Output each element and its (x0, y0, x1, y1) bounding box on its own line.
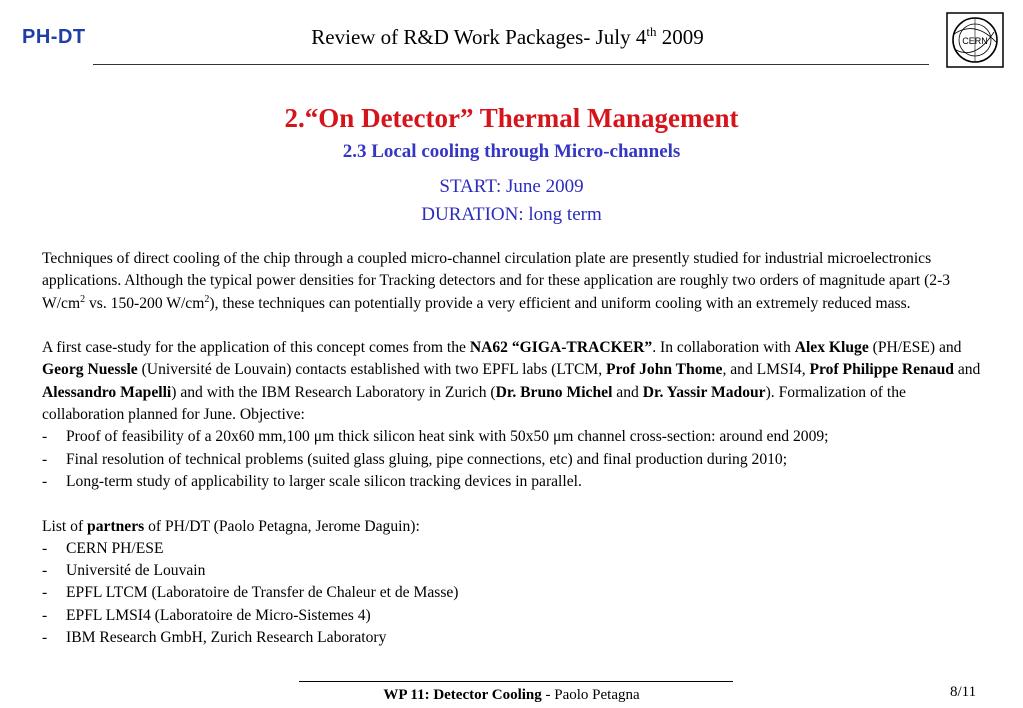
body-text (42, 248, 992, 649)
partner-text: EPFL LMSI4 (Laboratoire de Micro-Sistemes 4) (66, 606, 371, 624)
footer-divider (299, 681, 733, 682)
dash-bullet: - (42, 584, 48, 602)
collab-text-3: (PH/ESE) and (868, 339, 962, 357)
partner-text: EPFL LTCM (Laboratoire de Transfer de Chaleur et de Masse) (66, 584, 459, 602)
intro-sup-2: 2 (204, 293, 210, 305)
header-title (0, 24, 1023, 50)
footer-wp: WP 11: Detector Cooling (383, 687, 542, 703)
paragraph-intro (42, 248, 992, 315)
partner-item (42, 627, 992, 649)
logo-text: CERN (962, 36, 988, 46)
partner-text: CERN PH/ESE (66, 539, 164, 557)
collab-text-7: ) and with the IBM Research Laboratory in Zurich ( (171, 383, 496, 401)
footer-separator: - (541, 687, 555, 703)
dash-bullet: - (42, 428, 48, 446)
dash-bullet: - (42, 450, 48, 468)
partners-text-2: of PH/DT (Paolo Petagna, Jerome Daguin): (144, 517, 420, 535)
header-title-text: Review of R&D Work Packages- July 4 (311, 25, 647, 49)
dash-bullet: - (42, 629, 48, 647)
objective-text: Long-term study of applicability to larger scale silicon tracking devices in parallel. (66, 472, 582, 490)
slide-title: 2.“On Detector” Thermal Management (284, 103, 739, 133)
collab-bold-4: Prof John Thome (606, 361, 723, 379)
collab-bold-7: Dr. Bruno Michel (495, 383, 613, 401)
intro-text-c: ), these techniques can potentially provide a very efficient and uniform cooling with an extremely reduced mass. (209, 294, 911, 312)
intro-text-a: Techniques of direct cooling of the chip through a coupled micro-channel circulation plate are presently studied for industrial microelectronics applications. Although the typical power densities for Tracking detectors and for these application are roughly two orders of magnitude apart (2-3 W/cm (42, 250, 951, 312)
slide-subtitle: 2.3 Local cooling through Micro-channels (342, 141, 681, 162)
page-number: 8/11 (950, 684, 977, 700)
partner-item (42, 582, 992, 604)
objective-item (42, 449, 992, 471)
header-divider (93, 64, 929, 65)
collab-text-6: and (953, 361, 981, 379)
objective-text: Final resolution of technical problems (suited glass gluing, pipe connections, etc) and final production during 2010; (66, 450, 788, 468)
objective-text: Proof of feasibility of a 20x60 mm,100 μm thick silicon heat sink with 50x50 μm channel cross-section: around end 2009; (66, 428, 829, 446)
intro-sup-1: 2 (80, 293, 86, 305)
collab-bold-5: Prof Philippe Renaud (809, 361, 954, 379)
collab-text-2: . In collaboration with (652, 339, 795, 357)
collab-text-5: , and LMSI4, (722, 361, 810, 379)
collab-text-4: (Université de Louvain) contacts established with two EPFL labs (LTCM, (137, 361, 607, 379)
collab-bold-1: NA62 “GIGA-TRACKER” (469, 339, 653, 357)
partner-item (42, 538, 992, 560)
collab-text-8: and (612, 383, 643, 401)
objective-item (42, 426, 992, 448)
partners-text-1: List of (42, 517, 88, 535)
partner-text: IBM Research GmbH, Zurich Research Laboratory (66, 629, 387, 647)
collab-bold-6: Alessandro Mapelli (42, 383, 172, 401)
dash-bullet: - (42, 606, 48, 624)
collab-bold-2: Alex Kluge (794, 339, 869, 357)
collab-bold-8: Dr. Yassir Madour (642, 383, 766, 401)
footer (0, 687, 1023, 704)
collab-text-1: A first case-study for the application of this concept comes from the (42, 339, 470, 357)
header-title-year: 2009 (656, 25, 704, 49)
start-date: START: June 2009 (439, 176, 584, 197)
dash-bullet: - (42, 562, 48, 580)
brand-label: PH-DT (22, 26, 86, 48)
collab-text-9: ). Formalization of the collaboration planned for June. Objective: (42, 383, 906, 424)
duration: DURATION: long term (421, 204, 602, 225)
collab-bold-3: Georg Nuessle (42, 361, 138, 379)
dash-bullet: - (42, 472, 48, 490)
partner-item (42, 560, 992, 582)
footer-author: Paolo Petagna (554, 687, 640, 703)
cern-logo-icon (946, 12, 1004, 68)
objective-item (42, 471, 992, 493)
dash-bullet: - (42, 539, 48, 557)
partners-heading (42, 516, 992, 538)
partners-bold: partners (87, 517, 145, 535)
intro-text-b: vs. 150-200 W/cm (85, 294, 205, 312)
paragraph-collaboration (42, 337, 992, 426)
partner-text: Université de Louvain (66, 562, 206, 580)
partner-item (42, 605, 992, 627)
header-title-sup: th (646, 24, 657, 39)
